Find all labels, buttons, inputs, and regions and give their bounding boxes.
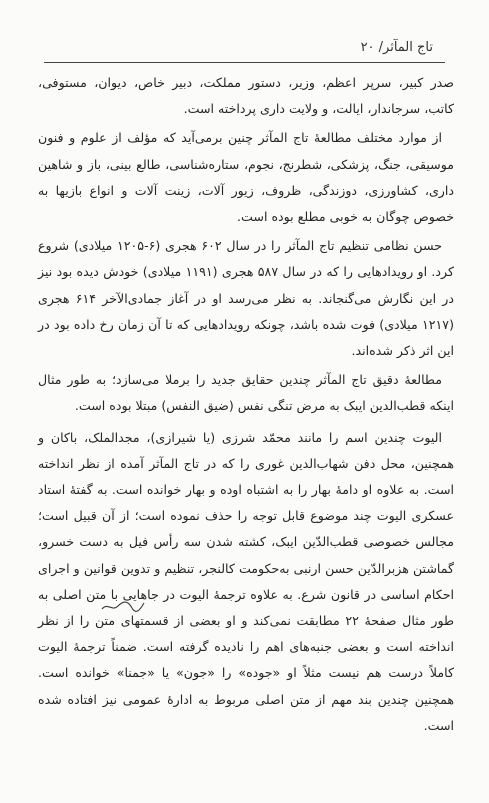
header-rule (44, 62, 445, 63)
running-header: تاج المآثر/ ۲۰ (360, 40, 433, 55)
paragraph-4: مطالعهٔ دقیق تاج المآثر چندین حقایق جدید را برملا می‌سازد؛ به طور مثال اینکه قطب‌الدین ایبک به مرض تنگی نفس (ضیق النفس) مبتلا بوده است. (38, 372, 454, 414)
paragraph-1: صدر کبیر، سرپر اعظم، وزیر، دستور مملکت، دبیر خاص، دیوان، مستوفی، کاتب، سرجاندار، ایالت، و ولایت داری پرداخته است. (38, 75, 454, 117)
pen-scribble-mark (100, 598, 146, 614)
paragraph-5: الیوت چندین اسم را مانند محمّد شرزی (یا شیرازی)، مجدالملک، باکان و همچنین، محل دفن شهاب‌الدین غوری را که در تاج المآثر آمده از نظر انداخته است. به علاوه او دامهٔ بهار را به اشتباه اوده و بهار خوانده است. به گفتهٔ استاد عسکری الیوت چند موضوع قابل توجه را حذف نموده است؛ از آن قبیل است؛ مجالس خصوصی قطب‌الدّین ایبک، کشته شدن سه رأس فیل به دست خسرو، گماشتن هزبرالدّین حسن ارنبی به‌حکومت کالنجر، تنظیم و تدوین قوانین و اجرای احکام اساسی در قانون شرع. به علاوه ترجمهٔ الیوت در جاهایی با متن اصلی به طور مثال صفحهٔ ۲۲ مطابقت نمی‌کند و او بعضی از قسمتهای متن را از نظر انداخته است و بعضی جنبه‌های اهم را نادیده گرفته است. ضمناً ترجمهٔ الیوت کاملاً درست هم نیست مثلاً او «جوده» را «جون» یا «جمنا» خوانده است. همچنین چندین بند مهم از متن اصلی مربوط به ادارهٔ عمومی نیز افتاده شده است. (38, 429, 454, 733)
paragraph-2: از موارد مختلف مطالعهٔ تاج المآثر چنین برمی‌آید که مؤلف از علوم و فنون موسیقی، جنگ، پزشکی، شطرنج، نجوم، ستاره‌شناسی، طالع بینی، باز و شاهین داری، کشاورزی، دوزندگی، ظروف، زیور آلات، زینت آلات و انواع بازیها به خصوص چوگان به خوبی مطلع بوده است. (38, 130, 454, 225)
paragraph-3: حسن نظامی تنظیم تاج المآثر را در سال ۶۰۲ هجری (۶-۱۲۰۵ میلادی) شروع کرد. او رویدادهایی را که در سال ۵۸۷ هجری (۱۱۹۱ میلادی) خودش دیده بود نیز در این نگارش می‌گنجاند. به نظر می‌رسد او در آغاز جمادی‌الآخر ۶۱۴ هجری (۱۲۱۷ میلادی) فوت شده باشد، چونکه رویدادهایی که تا آن زمان رخ داده بود در این اثر ذکر شده‌اند. (38, 238, 454, 359)
body-text (38, 70, 454, 739)
